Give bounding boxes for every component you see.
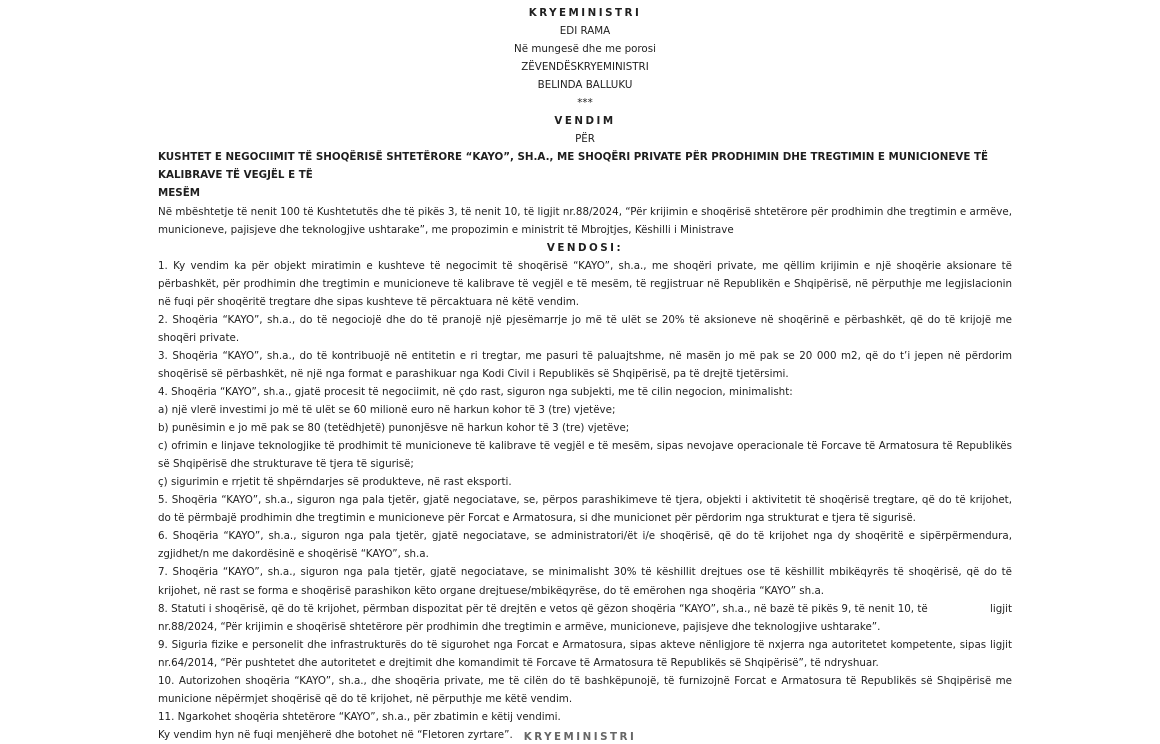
- document-body: [158, 0, 1012, 744]
- article-11: 11. Ngarkohet shoqëria shtetërore “KAYO”, sh.a., për zbatimin e këtij vendimi.: [158, 710, 561, 723]
- article-6: 6. Shoqëria “KAYO”, sh.a., siguron nga pala tjetër, gjatë negociatave, se administratori/ët i/e shoqërisë, që do të krijohet nga dy shoqëritë e sipërpërmendura, zgjidhet/n me dakordësinë e shoqërisë “KAYO”, sh.a.: [158, 530, 1012, 561]
- article-1: 1. Ky vendim ka për objekt miratimin e kushteve të negocimit të shoqërisë “KAYO”, sh.a., me shoqëri private, me qëllim krijimin e një shoqërie aksionare të përbashkët, për prodhimin dhe tregtimin e municioneve të kalibrave të vegjël e të mesëm, të regjistruar në Republikën e Shqipërisë, në përputhje me legjislacionin në fuqi për shoqëritë tregtare dhe sipas kushteve të përcaktuara në këtë vendim.: [158, 259, 1012, 308]
- bottom-cut-text: KRYEMINISTRI: [523, 731, 637, 743]
- entry-into-force: Ky vendim hyn në fuqi menjëherë dhe botohet në “Fletoren zyrtare”.: [158, 728, 513, 741]
- article-3: 3. Shoqëria “KAYO”, sh.a., do të kontribuojë në entitetin e ri tregtar, me pasuri të paluajtshme, në masën jo më pak se 20 000 m2, që do t’i jepen në përdorim shoqërisë së përbashkët, në një nga format e parashikuar nga Kodi Civil i Republikës së Shqipërisë, pa të drejtë tjetërsimi.: [158, 349, 1012, 380]
- decision-title: VENDIM: [554, 115, 616, 128]
- article-7: 7. Shoqëria “KAYO”, sh.a., siguron nga pala tjetër, gjatë negociatave, se minimalisht 30% të këshillit drejtues ose të këshillit mbikëqyrës të shoqërisë, që do të krijohet, në rast se forma e shoqërisë parashikon këto organe drejtuese/mbikëqyrëse, do të emërohen nga shoqëria “KAYO” sh.a.: [158, 566, 1012, 597]
- signature-name: EDI RAMA: [559, 25, 611, 38]
- decision-subject-end: MESËM: [158, 187, 200, 200]
- article-4-c: c) ofrimin e linjave teknologjike të prodhimit të municioneve të kalibrave të vegjël e të mesëm, sipas nevojave operacionale të Forcave të Armatosura të Republikës së Shqipërisë dhe strukturave të tjera të sigurisë;: [158, 440, 1012, 471]
- article-4-c2: ç) sigurimin e rrjetit të shpërndarjes së produkteve, në rast eksporti.: [158, 476, 512, 489]
- article-8: [158, 600, 1012, 618]
- decision-subject: KUSHTET E NEGOCIIMIT TË SHOQËRISË SHTETËRORE “KAYO”, SH.A., ME SHOQËRI PRIVATE PËR PRODHIMIN DHE TREGTIMIN E MUNICIONEVE TË KALIBRAVE TË VEGJËL E TË: [158, 151, 989, 182]
- preamble: Në mbështetje të nenit 100 të Kushtetutës dhe të pikës 3, të nenit 10, të ligjit nr.88/2024, “Për krijimin e shoqërisë shtetërore për prodhimin dhe tregtimin e armëve, municioneve, pajisjeve dhe teknologjive ushtarake”, me propozimin e ministrit të Mbrojtjes, Këshilli i Ministrave: [158, 205, 1012, 236]
- article-8-cont: nr.88/2024, “Për krijimin e shoqërisë shtetërore për prodhimin dhe tregtimin e armëve, municioneve, pajisjeve dhe teknologjive ushtarake”.: [158, 620, 881, 633]
- article-9: 9. Siguria fizike e personelit dhe infrastrukturës do të sigurohet nga Forcat e Armatosura, sipas akteve nënligjore të nxjerra nga autoritetet kompetente, sipas ligjit nr.64/2014, “Për pushtetet dhe autoritetet e drejtimit dhe komandimit të Forcave të Armatosura të Republikës së Shqipërisë”, të ndryshuar.: [158, 638, 1012, 669]
- article-8-text: 8. Statuti i shoqërisë, që do të krijohet, përmban dispozitat për të drejtën e vetos që gëzon shoqëria “KAYO”, sh.a., në bazë të pikës 9, të nenit 10, të: [158, 602, 928, 615]
- signature-title: KRYEMINISTRI: [528, 7, 642, 19]
- article-2: 2. Shoqëria “KAYO”, sh.a., do të negociojë dhe do të pranojë një pjesëmarrje jo më të ulët se 20% të aksioneve në shoqërinë e përbashkët, që do të krijojë me shoqëri private.: [158, 313, 1012, 344]
- deputy-title: ZËVENDËSKRYEMINISTRI: [521, 61, 649, 74]
- article-8-ligjit: ligjit: [989, 602, 1012, 615]
- article-10: 10. Autorizohen shoqëria “KAYO”, sh.a., dhe shoqëria private, me të cilën do të bashkëpunojë, të furnizojnë Forcat e Armatosura të Republikës së Shqipërisë me municione nëpërmjet shoqërisë që do të krijohet, në përputhje me këtë vendim.: [158, 674, 1012, 705]
- article-4-b: b) punësimin e jo më pak se 80 (tetëdhjetë) punonjësve në harkun kohor të 3 (tre) vjetëve;: [158, 422, 630, 435]
- deputy-name: BELINDA BALLUKU: [537, 79, 633, 92]
- article-4: 4. Shoqëria “KAYO”, sh.a., gjatë procesit të negociimit, në çdo rast, siguron nga subjekti, me të cilin negocion, minimalisht:: [158, 385, 793, 398]
- article-5: 5. Shoqëria “KAYO”, sh.a., siguron nga pala tjetër, gjatë negociatave, se, përpos parashikimeve të tjera, objekti i aktivitetit të shoqërisë tregtare, që do të krijohet, do të përmbajë prodhimin dhe tregtimin e municioneve për Forcat e Armatosura, si dhe municionet për përdorim nga strukturat e tjera të sigurisë.: [158, 494, 1012, 525]
- article-4-a: a) një vlerë investimi jo më të ulët se 60 milionë euro në harkun kohor të 3 (tre) vjetëve;: [158, 404, 616, 417]
- vendosi-heading: VENDOSI:: [546, 241, 624, 254]
- separator-stars: ***: [577, 97, 593, 110]
- decision-per: PËR: [575, 133, 595, 146]
- absence-note: Në mungesë dhe me porosi: [514, 43, 656, 56]
